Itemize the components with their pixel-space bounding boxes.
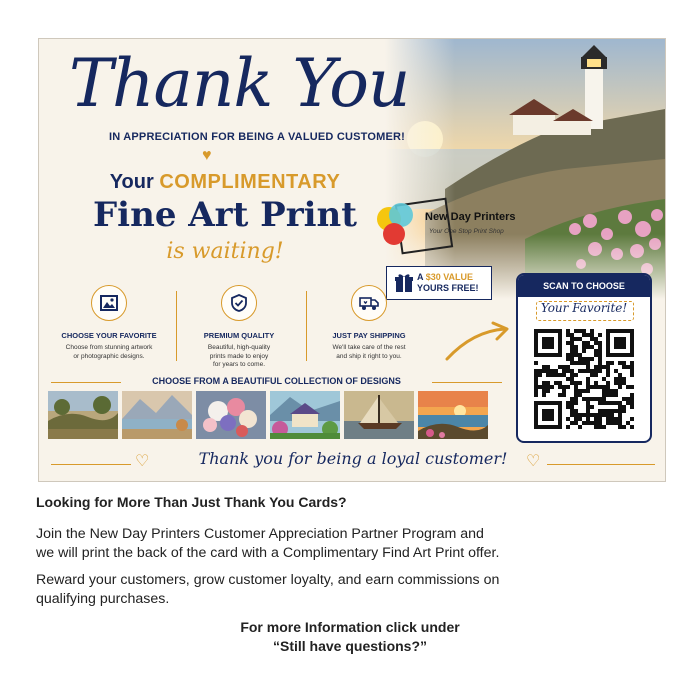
feature-desc <box>179 344 299 370</box>
feature-title: CHOOSE YOUR FAVORITE <box>61 331 157 340</box>
shield-check-icon <box>221 285 257 321</box>
fine-art-heading: Fine Art Print <box>93 195 357 235</box>
feature-title: JUST PAY SHIPPING <box>332 331 406 340</box>
arrow-right-icon <box>443 321 513 363</box>
badge-line2: YOURS FREE! <box>417 283 479 293</box>
feature-desc-line: We'll take care of the rest <box>332 344 406 351</box>
qr-panel <box>516 273 652 443</box>
feature-desc-line: and ship it right to you. <box>336 352 402 360</box>
thumbnail-flower-bouquet-painting[interactable] <box>196 391 266 439</box>
feature-desc <box>309 344 429 361</box>
thank-you-card <box>38 38 666 482</box>
qr-code[interactable] <box>534 329 634 429</box>
heart-icon: ♥ <box>202 147 212 164</box>
features-row <box>49 285 406 375</box>
logo-tagline: Your One Stop Print Shop <box>429 228 504 235</box>
delivery-truck-icon <box>351 285 387 321</box>
info-line: qualifying purchases. <box>36 591 170 607</box>
divider <box>547 464 655 465</box>
feature-just-pay-shipping <box>309 285 429 361</box>
info-line: we will print the back of the card with a Complimentary Find Art Print offer. <box>36 545 500 561</box>
logo-name: New Day Printers <box>425 211 516 223</box>
info-paragraph-program <box>36 525 676 563</box>
thumbnail-cottage-garden-painting[interactable] <box>270 391 340 439</box>
divider <box>176 291 177 361</box>
divider <box>432 382 502 383</box>
info-cta-line: For more Information click under <box>240 619 460 635</box>
heart-icon: ♡ <box>526 453 541 470</box>
info-line: Reward your customers, grow customer loyalty, and earn commissions on <box>36 572 500 588</box>
your-text: Your <box>109 171 154 193</box>
info-line: Join the New Day Printers Customer Appreciation Partner Program and <box>36 526 484 542</box>
info-heading: Looking for More Than Just Thank You Cards? <box>36 494 347 510</box>
badge-amount: $30 VALUE <box>425 272 474 282</box>
card-title: Thank You <box>69 45 410 122</box>
collection-title: CHOOSE FROM A BEAUTIFUL COLLECTION OF DESIGNS <box>152 376 401 386</box>
heart-icon: ♡ <box>135 453 150 470</box>
card-subtitle: IN APPRECIATION FOR BEING A VALUED CUSTOMER! <box>109 131 406 143</box>
feature-desc <box>49 344 169 361</box>
thumbnail-landscape-painting[interactable] <box>48 391 118 439</box>
thumbnail-mountain-lake-painting[interactable] <box>122 391 192 439</box>
feature-desc-line: Beautiful, high-quality <box>207 344 271 351</box>
loyal-customer-text: Thank you for being a loyal customer! <box>198 449 508 468</box>
qr-favorite-frame <box>536 301 634 321</box>
design-thumbnails <box>48 391 488 439</box>
waiting-text: is waiting! <box>166 239 284 264</box>
company-logo <box>377 197 535 267</box>
qr-favorite-text: Your Favorite! <box>540 301 628 315</box>
complimentary-text: COMPLIMENTARY <box>159 171 341 193</box>
complimentary-line <box>39 171 411 194</box>
feature-title: PREMIUM QUALITY <box>203 331 275 340</box>
feature-premium-quality <box>179 285 299 370</box>
feature-desc-line: or photographic designs. <box>73 352 145 360</box>
still-have-questions-link[interactable]: “Still have questions?” <box>272 638 428 654</box>
feature-desc-line: prints made to enjoy <box>209 352 269 360</box>
divider <box>306 291 307 361</box>
feature-desc-line: for years to come. <box>212 361 266 368</box>
info-paragraph-rewards <box>36 571 676 609</box>
feature-desc-line: Choose from stunning artwork <box>65 344 153 351</box>
feature-choose-favorite <box>49 285 169 361</box>
badge-prefix: A <box>417 272 424 282</box>
thumbnail-sailboat-painting[interactable] <box>344 391 414 439</box>
logo-red-circle <box>383 223 405 245</box>
picture-icon <box>91 285 127 321</box>
thumbnail-coastal-sunset-painting[interactable] <box>418 391 488 439</box>
qr-header: SCAN TO CHOOSE <box>518 275 650 297</box>
